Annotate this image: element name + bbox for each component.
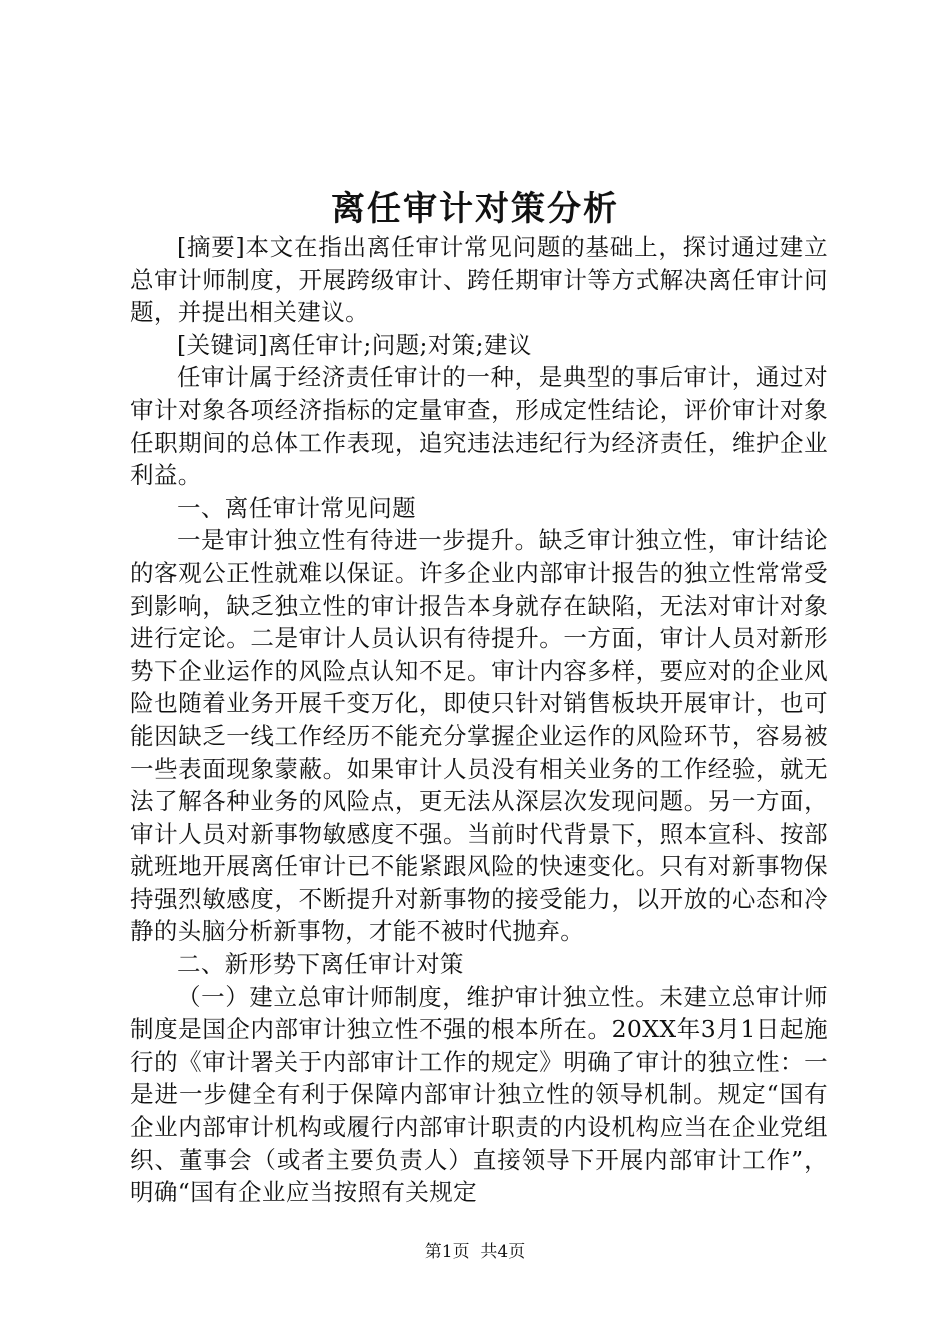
- page-footer: [0, 1240, 950, 1264]
- body-paragraph: 一是审计独立性有待进一步提升。缺乏审计独立性，审计结论的客观公正性就难以保证。许多企业内部审计报告的独立性常常受到影响，缺乏独立性的审计报告本身就存在缺陷，无法对审计对象进行定论。二是审计人员认识有待提升。一方面，审计人员对新形势下企业运作的风险点认知不足。审计内容多样，要应对的企业风险也随着业务开展千变万化，即使只针对销售板块开展审计，也可能因缺乏一线工作经历不能充分掌握企业运作的风险环节，容易被一些表面现象蒙蔽。如果审计人员没有相关业务的工作经验，就无法了解各种业务的风险点，更无法从深层次发现问题。另一方面，审计人员对新事物敏感度不强。当前时代背景下，照本宣科、按部就班地开展离任审计已不能紧跟风险的快速变化。只有对新事物保持强烈敏感度，不断提升对新事物的接受能力，以开放的心态和冷静的头脑分析新事物，才能不被时代抛弃。: [130, 526, 828, 946]
- page-number: 第1页 共4页: [424, 1242, 526, 1262]
- intro-paragraph: 任审计属于经济责任审计的一种，是典型的事后审计，通过对审计对象各项经济指标的定量审查，形成定性结论，评价审计对象任职期间的总体工作表现，追究违法违纪行为经济责任，维护企业利益。: [130, 363, 828, 490]
- section-heading-1: 一、离任审计常见问题: [177, 493, 416, 522]
- keywords-paragraph: [关键词]离任审计;问题;对策;建议: [177, 330, 532, 359]
- section-heading-2: 二、新形势下离任审计对策: [177, 950, 464, 979]
- document-body: [130, 231, 828, 1209]
- document-title: 离任审计对策分析: [331, 189, 619, 229]
- body-paragraph: （一）建立总审计师制度，维护审计独立性。未建立总审计师制度是国企内部审计独立性不强的根本所在。20XX年3月1日起施行的《审计署关于内部审计工作的规定》明确了审计的独立性：一是进一步健全有利于保障内部审计独立性的领导机制。规定“国有企业内部审计机构或履行内部审计职责的内设机构应当在企业党组织、董事会（或者主要负责人）直接领导下开展内部审计工作”，明确“国有企业应当按照有关规定: [130, 982, 828, 1207]
- abstract-paragraph: [摘要]本文在指出离任审计常见问题的基础上，探讨通过建立总审计师制度，开展跨级审计、跨任期审计等方式解决离任审计问题，并提出相关建议。: [130, 233, 828, 327]
